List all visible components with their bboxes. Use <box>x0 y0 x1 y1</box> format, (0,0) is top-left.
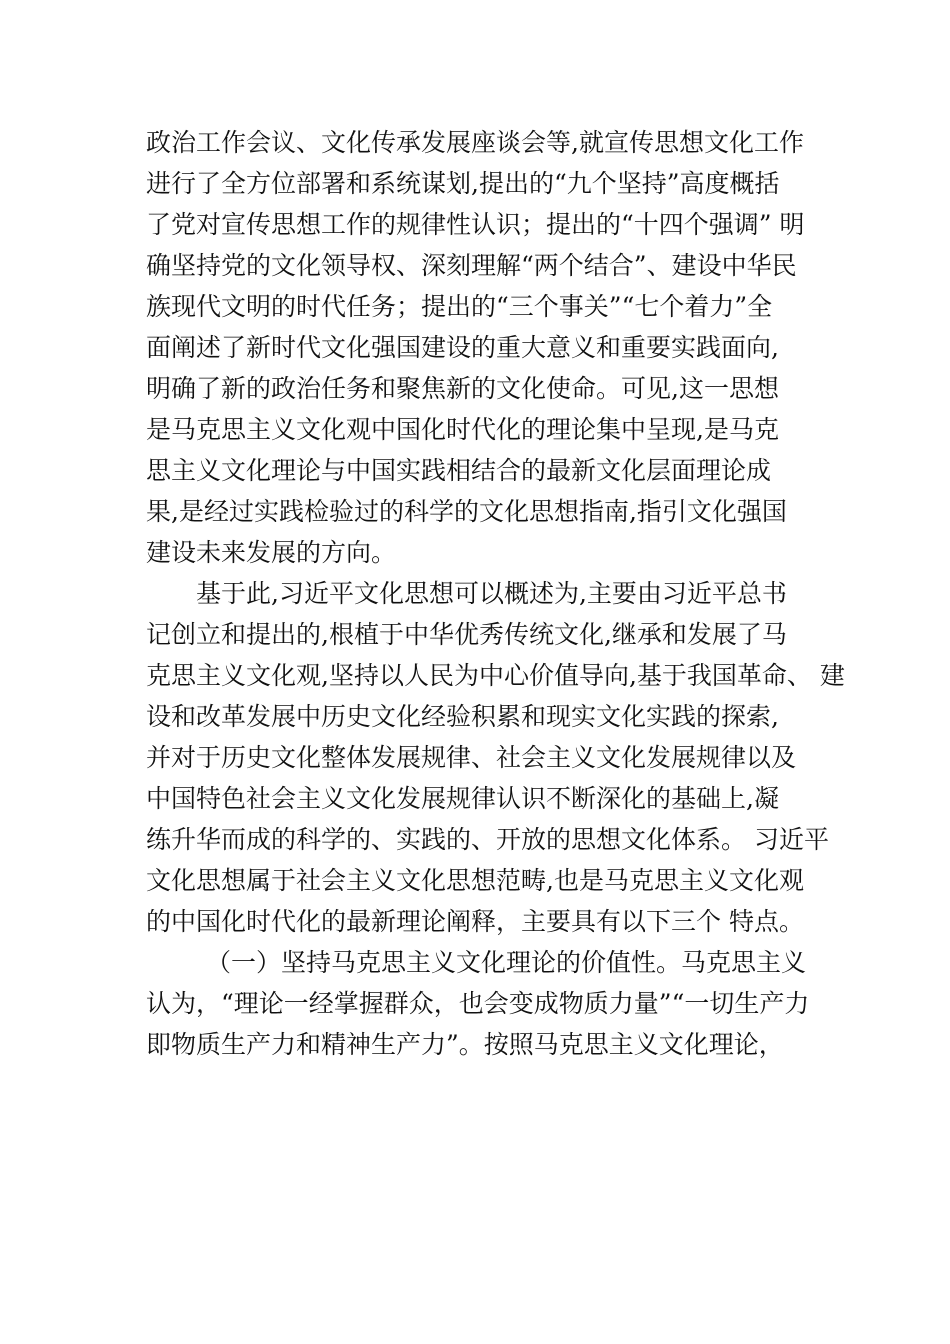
text-line: 进行了全方位部署和系统谋划,提出的“九个坚持”高度概括 <box>146 169 780 198</box>
body-text <box>146 122 846 1065</box>
text-line: 面阐述了新时代文化强国建设的重大意义和重要实践面向, <box>146 333 779 362</box>
text-line: 文化思想属于社会主义文化思想范畴,也是马克思主义文化观 <box>146 866 804 895</box>
text-line: 政治工作会议、文化传承发展座谈会等,就宣传思想文化工作 <box>146 128 804 157</box>
text-line: 族现代文明的时代任务；提出的“三个事关”“七个着力”全 <box>146 292 773 321</box>
text-line: 练升华而成的科学的、实践的、开放的思想文化体系。 习近平 <box>146 825 829 854</box>
text-line: 中国特色社会主义文化发展规律认识不断深化的基础上,凝 <box>146 784 779 813</box>
text-line: 是马克思主义文化观中国化时代化的理论集中呈现,是马克 <box>146 415 779 444</box>
text-line: 确坚持党的文化领导权、深刻理解“两个结合”、建设中华民 <box>146 251 797 280</box>
text-line: 克思主义文化观,坚持以人民为中心价值导向,基于我国革命、 建 <box>146 661 845 690</box>
paragraph-start-line: 基于此,习近平文化思想可以概述为,主要由习近平总书 <box>196 579 787 608</box>
text-line: 了党对宣传思想工作的规律性认识；提出的“十四个强调” 明 <box>146 210 805 239</box>
section-heading-line: （一）坚持马克思主义文化理论的价值性。马克思主义 <box>206 948 807 977</box>
text-line: 果,是经过实践检验过的科学的文化思想指南,指引文化强国 <box>146 497 787 526</box>
text-line: 明确了新的政治任务和聚焦新的文化使命。可见,这一思想 <box>146 374 779 403</box>
text-line: 记创立和提出的,根植于中华优秀传统文化,继承和发展了马 <box>146 620 787 649</box>
text-line: 认为，“理论一经掌握群众，也会变成物质力量”“一切生产力 <box>146 989 810 1018</box>
text-line: 并对于历史文化整体发展规律、社会主义文化发展规律以及 <box>146 743 797 772</box>
text-line: 的中国化时代化的最新理论阐释，主要具有以下三个 特点。 <box>146 907 804 936</box>
text-line: 思主义文化理论与中国实践相结合的最新文化层面理论成 <box>146 456 772 485</box>
text-line: 设和改革发展中历史文化经验积累和现实文化实践的探索, <box>146 702 779 731</box>
text-line: 即物质生产力和精神生产力”。按照马克思主义文化理论， <box>146 1030 784 1059</box>
text-line: 建设未来发展的方向。 <box>146 538 397 567</box>
